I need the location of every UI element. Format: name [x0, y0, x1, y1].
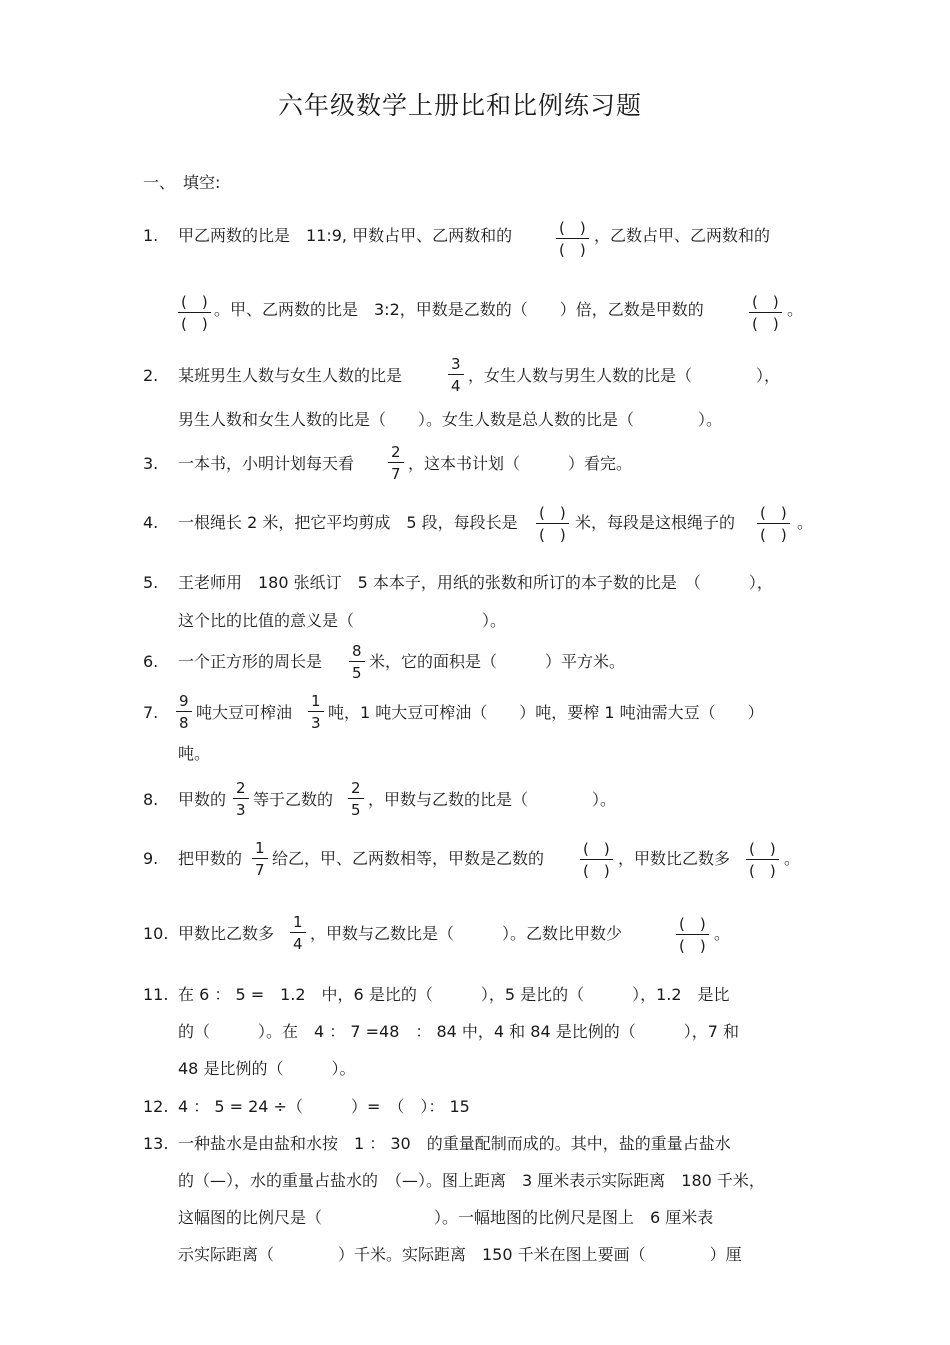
q1-text-c: 。甲、乙两数的比是 3:2，甲数是乙数的（ ）倍，乙数是甲数的	[214, 300, 704, 319]
frac-den: 4	[293, 935, 303, 953]
q1-fraction-3	[749, 294, 782, 332]
q10-fraction-1	[290, 914, 306, 952]
frac-den: 5	[352, 664, 362, 682]
frac-num: 2	[388, 444, 404, 463]
frac-num: 2	[348, 780, 364, 799]
q11-text-b: 的（ ）。在 4 ： 7 =48 ： 84 中，4 和 84 是比例的（ ），7 和	[178, 1022, 739, 1041]
q9-text-a: 把甲数的	[178, 849, 243, 868]
q1-fraction-1	[556, 220, 589, 258]
q10-number: 10.	[143, 924, 169, 943]
q7-text-c: 吨。	[178, 744, 211, 763]
q8-fraction-1	[233, 780, 249, 818]
frac-num: ( )	[749, 294, 782, 313]
q3-text-a: 一本书，小明计划每天看	[178, 454, 355, 473]
frac-den: ( )	[679, 937, 706, 955]
frac-num: ( )	[556, 220, 589, 239]
q9-text-b: 给乙，甲、乙两数相等，甲数是乙数的	[272, 849, 545, 868]
q8-text-b: 等于乙数的	[253, 790, 334, 809]
q4-fraction-1	[536, 505, 569, 543]
q3-number: 3.	[143, 454, 159, 473]
q6-number: 6.	[143, 652, 159, 671]
q1-text-b: ，乙数占甲、乙两数和的	[594, 226, 771, 245]
q3-fraction	[388, 444, 404, 482]
frac-num: 8	[349, 643, 365, 662]
q9-text-d: 。	[784, 849, 801, 868]
q13-text-d: 示实际距离（ ）千米。实际距离 150 千米在图上要画（ ）厘	[178, 1245, 742, 1264]
q7-text-a: 吨大豆可榨油	[196, 703, 293, 722]
frac-den: 3	[311, 714, 321, 732]
q4-text-b: 米，每段是这根绳子的	[575, 513, 736, 532]
frac-num: ( )	[580, 841, 613, 860]
frac-num: 3	[448, 356, 464, 375]
q12-number: 12.	[143, 1097, 169, 1116]
q7-number: 7.	[143, 703, 159, 722]
q7-fraction-1	[176, 693, 192, 731]
q2-fraction	[448, 356, 464, 394]
q4-fraction-2	[757, 505, 790, 543]
frac-num: 1	[252, 840, 268, 859]
q4-text-c: 。	[797, 513, 814, 532]
frac-den: 4	[451, 377, 461, 395]
q9-fraction-2	[580, 841, 613, 879]
q2-text-b: ，女生人数与男生人数的比是（ ），	[468, 366, 781, 385]
q2-number: 2.	[143, 366, 159, 385]
frac-num: ( )	[178, 294, 211, 313]
frac-den: ( )	[583, 862, 610, 880]
q7-fraction-2	[308, 693, 324, 731]
q8-fraction-2	[348, 780, 364, 818]
frac-den: 8	[179, 714, 189, 732]
section-heading: 一、 填空:	[143, 173, 221, 192]
q9-fraction-3	[746, 841, 779, 879]
frac-den: 5	[351, 801, 361, 819]
q6-text-a: 一个正方形的周长是	[178, 652, 323, 671]
frac-num: 2	[233, 780, 249, 799]
q11-number: 11.	[143, 985, 169, 1004]
q6-fraction	[349, 643, 365, 681]
frac-den: ( )	[760, 526, 787, 544]
q11-text-a: 在 6 ： 5 = 1.2 中，6 是比的（ ），5 是比的（ ），1.2 是比	[178, 985, 730, 1004]
frac-den: ( )	[559, 241, 586, 259]
q4-text-a: 一根绳长 2 米，把它平均剪成 5 段，每段长是	[178, 513, 518, 532]
frac-num: 1	[290, 914, 306, 933]
q9-number: 9.	[143, 849, 159, 868]
frac-num: ( )	[746, 841, 779, 860]
q13-text-b: 的（—），水的重量占盐水的 （—）。图上距离 3 厘米表示实际距离 180 千米，	[178, 1171, 765, 1190]
frac-den: ( )	[749, 862, 776, 880]
q2-text-a: 某班男生人数与女生人数的比是	[178, 366, 403, 385]
q1-fraction-2	[178, 294, 211, 332]
q8-text-a: 甲数的	[178, 790, 227, 809]
frac-num: 9	[176, 693, 192, 712]
q11-text-c: 48 是比例的（ ）。	[178, 1059, 356, 1078]
q7-text-b: 吨，1 吨大豆可榨油（ ）吨，要榨 1 吨油需大豆（ ）	[328, 703, 764, 722]
q13-number: 13.	[143, 1134, 169, 1153]
frac-den: 7	[255, 861, 265, 879]
q10-text-c: 。	[714, 924, 731, 943]
q6-text-b: 米，它的面积是（ ）平方米。	[369, 652, 626, 671]
q5-text-a: 王老师用 180 张纸订 5 本本子，用纸的张数和所订的本子数的比是 （ ），	[178, 573, 773, 592]
frac-den: ( )	[752, 315, 779, 333]
q10-text-b: ，甲数与乙数比是（ ）。乙数比甲数少	[310, 924, 623, 943]
page-title: 六年级数学上册比和比例练习题	[277, 91, 642, 120]
q1-text-a: 甲乙两数的比是 11:9, 甲数占甲、乙两数和的	[178, 226, 513, 245]
q5-text-b: 这个比的比值的意义是（ ）。	[178, 611, 507, 630]
q4-number: 4.	[143, 513, 159, 532]
q1-text-d: 。	[787, 300, 804, 319]
q5-number: 5.	[143, 573, 159, 592]
frac-num: ( )	[757, 505, 790, 524]
frac-den: ( )	[181, 315, 208, 333]
q8-text-c: ，甲数与乙数的比是（ ）。	[368, 790, 617, 809]
q13-text-a: 一种盐水是由盐和水按 1 ： 30 的重量配制而成的。其中，盐的重量占盐水	[178, 1134, 731, 1153]
frac-num: ( )	[676, 916, 709, 935]
q1-number: 1.	[143, 226, 159, 245]
frac-den: ( )	[539, 526, 566, 544]
q9-text-c: ，甲数比乙数多	[618, 849, 731, 868]
frac-den: 3	[236, 801, 246, 819]
q12-text-a: 4 ： 5 = 24 ÷（ ）= （ ）： 15	[178, 1097, 470, 1116]
q9-fraction-1	[252, 840, 268, 878]
frac-den: 7	[391, 465, 401, 483]
q13-text-c: 这幅图的比例尺是（ ）。一幅地图的比例尺是图上 6 厘米表	[178, 1208, 714, 1227]
q8-number: 8.	[143, 790, 159, 809]
q10-text-a: 甲数比乙数多	[178, 924, 275, 943]
q2-text-c: 男生人数和女生人数的比是（ ）。女生人数是总人数的比是（ ）。	[178, 410, 723, 429]
frac-num: ( )	[536, 505, 569, 524]
q10-fraction-2	[676, 916, 709, 954]
frac-num: 1	[308, 693, 324, 712]
q3-text-b: ，这本书计划（ ）看完。	[408, 454, 633, 473]
